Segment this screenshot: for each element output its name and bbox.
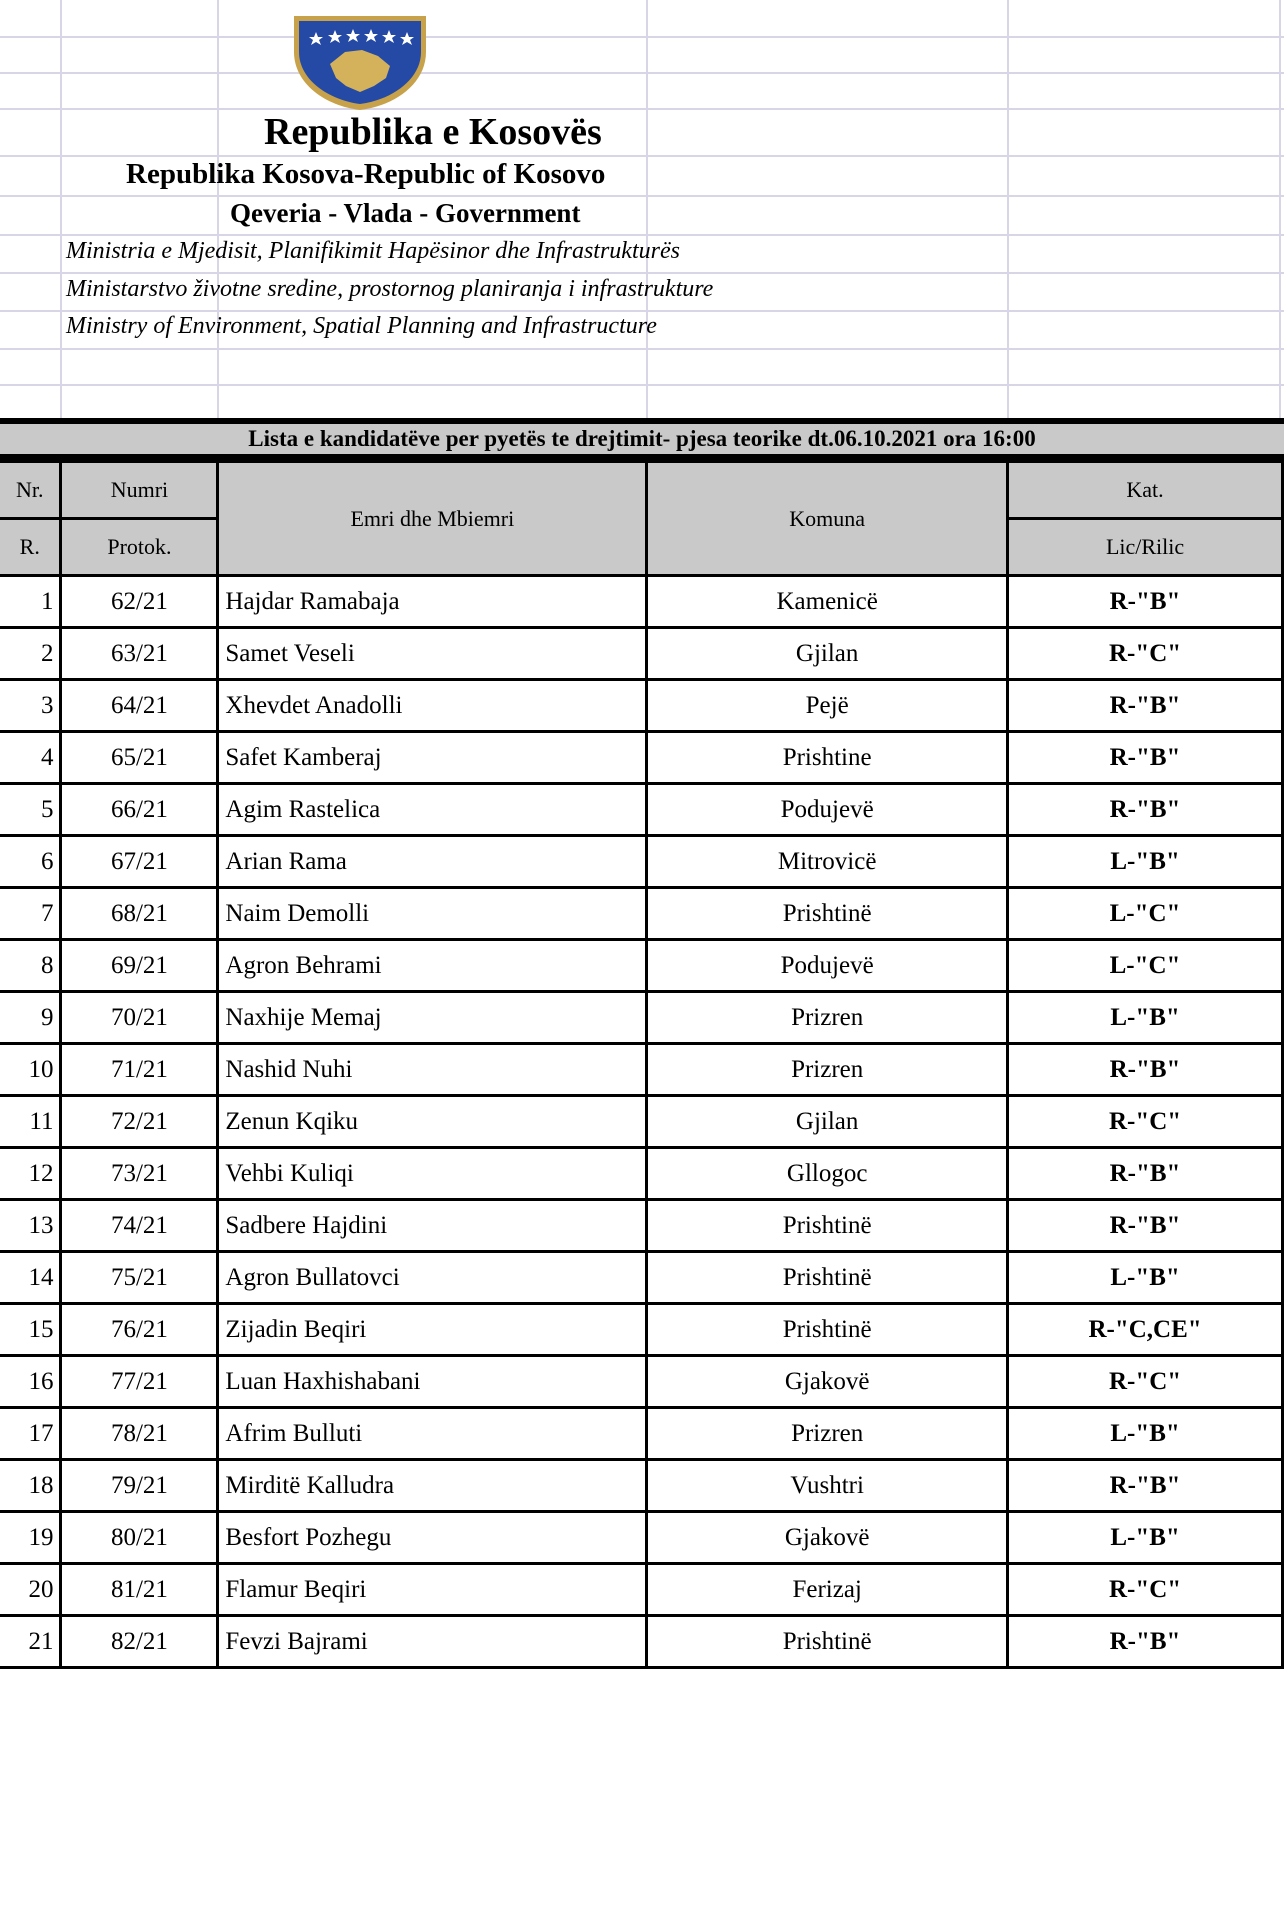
candidate-name: Zijadin Beqiri xyxy=(218,1304,647,1356)
municipality: Prishtinë xyxy=(647,1200,1008,1252)
license-category: R-"C" xyxy=(1008,1356,1283,1408)
candidate-name: Arian Rama xyxy=(218,836,647,888)
table-header-row xyxy=(0,462,1283,519)
protocol-number: 82/21 xyxy=(61,1616,218,1668)
row-number: 2 xyxy=(0,628,61,680)
row-number: 14 xyxy=(0,1252,61,1304)
protocol-number: 73/21 xyxy=(61,1148,218,1200)
protocol-number: 68/21 xyxy=(61,888,218,940)
protocol-number: 65/21 xyxy=(61,732,218,784)
grid-line xyxy=(0,272,1284,274)
protocol-number: 76/21 xyxy=(61,1304,218,1356)
protocol-number: 70/21 xyxy=(61,992,218,1044)
license-category: L-"B" xyxy=(1008,836,1283,888)
municipality: Gjakovë xyxy=(647,1356,1008,1408)
protocol-number: 71/21 xyxy=(61,1044,218,1096)
protocol-number: 72/21 xyxy=(61,1096,218,1148)
candidate-name: Sadbere Hajdini xyxy=(218,1200,647,1252)
candidate-name: Besfort Pozhegu xyxy=(218,1512,647,1564)
license-category: L-"C" xyxy=(1008,888,1283,940)
row-number: 19 xyxy=(0,1512,61,1564)
candidates-table xyxy=(0,460,1284,1669)
table-row xyxy=(0,1408,1283,1460)
license-category: R-"B" xyxy=(1008,1460,1283,1512)
row-number: 13 xyxy=(0,1200,61,1252)
table-row xyxy=(0,1044,1283,1096)
candidate-name: Safet Kamberaj xyxy=(218,732,647,784)
table-row xyxy=(0,836,1283,888)
protocol-number: 64/21 xyxy=(61,680,218,732)
row-number: 16 xyxy=(0,1356,61,1408)
municipality: Gjilan xyxy=(647,628,1008,680)
candidate-name: Fevzi Bajrami xyxy=(218,1616,647,1668)
grid-line xyxy=(0,36,1284,38)
candidate-name: Samet Veseli xyxy=(218,628,647,680)
municipality: Vushtri xyxy=(647,1460,1008,1512)
row-number: 7 xyxy=(0,888,61,940)
candidate-name: Agron Behrami xyxy=(218,940,647,992)
candidate-name: Hajdar Ramabaja xyxy=(218,576,647,628)
municipality: Pejë xyxy=(647,680,1008,732)
candidate-name: Vehbi Kuliqi xyxy=(218,1148,647,1200)
candidate-name: Flamur Beqiri xyxy=(218,1564,647,1616)
row-number: 17 xyxy=(0,1408,61,1460)
municipality: Gjakovë xyxy=(647,1512,1008,1564)
municipality: Prishtinë xyxy=(647,1252,1008,1304)
table-row xyxy=(0,576,1283,628)
license-category: L-"C" xyxy=(1008,940,1283,992)
table-row xyxy=(0,628,1283,680)
kosovo-coat-of-arms-icon xyxy=(290,12,430,112)
row-number: 6 xyxy=(0,836,61,888)
grid-line xyxy=(0,234,1284,236)
protocol-number: 66/21 xyxy=(61,784,218,836)
document-header xyxy=(0,0,1284,418)
grid-line xyxy=(0,348,1284,350)
municipality: Mitrovicë xyxy=(647,836,1008,888)
grid-line xyxy=(60,0,62,418)
row-number: 20 xyxy=(0,1564,61,1616)
header-nr: Nr. xyxy=(0,462,61,519)
table-row xyxy=(0,888,1283,940)
grid-line xyxy=(1007,0,1009,418)
grid-line xyxy=(646,0,648,418)
license-category: R-"C" xyxy=(1008,628,1283,680)
table-title: Lista e kandidatëve per pyetës te drejtimit- pjesa teorike dt.06.10.2021 ora 16:00 xyxy=(0,418,1284,460)
municipality: Gjilan xyxy=(647,1096,1008,1148)
header-municipality: Komuna xyxy=(647,462,1008,576)
header-category-sub: Lic/Rilic xyxy=(1008,519,1283,576)
table-row xyxy=(0,1460,1283,1512)
row-number: 18 xyxy=(0,1460,61,1512)
protocol-number: 75/21 xyxy=(61,1252,218,1304)
license-category: R-"C" xyxy=(1008,1096,1283,1148)
row-number: 8 xyxy=(0,940,61,992)
row-number: 21 xyxy=(0,1616,61,1668)
government-title: Qeveria - Vlada - Government xyxy=(230,198,581,228)
grid-line xyxy=(0,155,1284,157)
license-category: R-"B" xyxy=(1008,576,1283,628)
ministry-name-english: Ministry of Environment, Spatial Planning and Infrastructure xyxy=(66,313,657,339)
row-number: 1 xyxy=(0,576,61,628)
candidate-name: Nashid Nuhi xyxy=(218,1044,647,1096)
license-category: L-"B" xyxy=(1008,1512,1283,1564)
row-number: 9 xyxy=(0,992,61,1044)
grid-line xyxy=(217,0,219,418)
grid-line xyxy=(0,72,1284,74)
protocol-number: 80/21 xyxy=(61,1512,218,1564)
row-number: 15 xyxy=(0,1304,61,1356)
table-row xyxy=(0,1616,1283,1668)
candidate-name: Zenun Kqiku xyxy=(218,1096,647,1148)
municipality: Prizren xyxy=(647,1408,1008,1460)
license-category: R-"B" xyxy=(1008,732,1283,784)
table-row xyxy=(0,992,1283,1044)
grid-line xyxy=(1279,0,1281,418)
protocol-number: 67/21 xyxy=(61,836,218,888)
protocol-number: 81/21 xyxy=(61,1564,218,1616)
country-name-multilingual: Republika Kosova-Republic of Kosovo xyxy=(126,158,606,190)
table-row xyxy=(0,784,1283,836)
header-name: Emri dhe Mbiemri xyxy=(218,462,647,576)
license-category: R-"B" xyxy=(1008,680,1283,732)
municipality: Prishtine xyxy=(647,732,1008,784)
protocol-number: 69/21 xyxy=(61,940,218,992)
license-category: R-"B" xyxy=(1008,1044,1283,1096)
license-category: R-"B" xyxy=(1008,784,1283,836)
municipality: Gllogoc xyxy=(647,1148,1008,1200)
country-name-albanian: Republika e Kosovës xyxy=(264,111,602,153)
license-category: R-"B" xyxy=(1008,1148,1283,1200)
grid-line xyxy=(0,310,1284,312)
municipality: Podujevë xyxy=(647,784,1008,836)
license-category: R-"C" xyxy=(1008,1564,1283,1616)
table-row xyxy=(0,732,1283,784)
ministry-name-albanian: Ministria e Mjedisit, Planifikimit Hapësinor dhe Infrastrukturës xyxy=(66,238,680,264)
table-row xyxy=(0,1564,1283,1616)
row-number: 3 xyxy=(0,680,61,732)
table-row xyxy=(0,1356,1283,1408)
license-category: L-"B" xyxy=(1008,992,1283,1044)
candidate-name: Luan Haxhishabani xyxy=(218,1356,647,1408)
license-category: L-"B" xyxy=(1008,1408,1283,1460)
license-category: R-"B" xyxy=(1008,1200,1283,1252)
protocol-number: 74/21 xyxy=(61,1200,218,1252)
candidate-name: Afrim Bulluti xyxy=(218,1408,647,1460)
table-row xyxy=(0,1252,1283,1304)
municipality: Podujevë xyxy=(647,940,1008,992)
candidate-name: Agim Rastelica xyxy=(218,784,647,836)
grid-line xyxy=(0,384,1284,386)
grid-line xyxy=(0,195,1284,197)
municipality: Kamenicë xyxy=(647,576,1008,628)
protocol-number: 79/21 xyxy=(61,1460,218,1512)
municipality: Prishtinë xyxy=(647,888,1008,940)
candidate-name: Mirditë Kalludra xyxy=(218,1460,647,1512)
candidate-name: Naxhije Memaj xyxy=(218,992,647,1044)
header-protocol-sub: Protok. xyxy=(61,519,218,576)
table-row xyxy=(0,1200,1283,1252)
candidate-name: Agron Bullatovci xyxy=(218,1252,647,1304)
protocol-number: 78/21 xyxy=(61,1408,218,1460)
table-row xyxy=(0,680,1283,732)
license-category: L-"B" xyxy=(1008,1252,1283,1304)
table-row xyxy=(0,1304,1283,1356)
row-number: 11 xyxy=(0,1096,61,1148)
license-category: R-"B" xyxy=(1008,1616,1283,1668)
protocol-number: 77/21 xyxy=(61,1356,218,1408)
municipality: Prizren xyxy=(647,1044,1008,1096)
table-row xyxy=(0,1096,1283,1148)
license-category: R-"C,CE" xyxy=(1008,1304,1283,1356)
table-row xyxy=(0,1148,1283,1200)
municipality: Prishtinë xyxy=(647,1304,1008,1356)
grid-line xyxy=(0,108,1284,110)
table-row xyxy=(0,940,1283,992)
municipality: Prishtinë xyxy=(647,1616,1008,1668)
header-protocol: Numri xyxy=(61,462,218,519)
protocol-number: 62/21 xyxy=(61,576,218,628)
row-number: 10 xyxy=(0,1044,61,1096)
header-category: Kat. xyxy=(1008,462,1283,519)
row-number: 12 xyxy=(0,1148,61,1200)
table-row xyxy=(0,1512,1283,1564)
protocol-number: 63/21 xyxy=(61,628,218,680)
header-nr-sub: R. xyxy=(0,519,61,576)
ministry-name-serbian: Ministarstvo životne sredine, prostornog planiranja i infrastrukture xyxy=(66,276,714,302)
candidate-name: Xhevdet Anadolli xyxy=(218,680,647,732)
row-number: 4 xyxy=(0,732,61,784)
row-number: 5 xyxy=(0,784,61,836)
municipality: Ferizaj xyxy=(647,1564,1008,1616)
municipality: Prizren xyxy=(647,992,1008,1044)
candidate-name: Naim Demolli xyxy=(218,888,647,940)
